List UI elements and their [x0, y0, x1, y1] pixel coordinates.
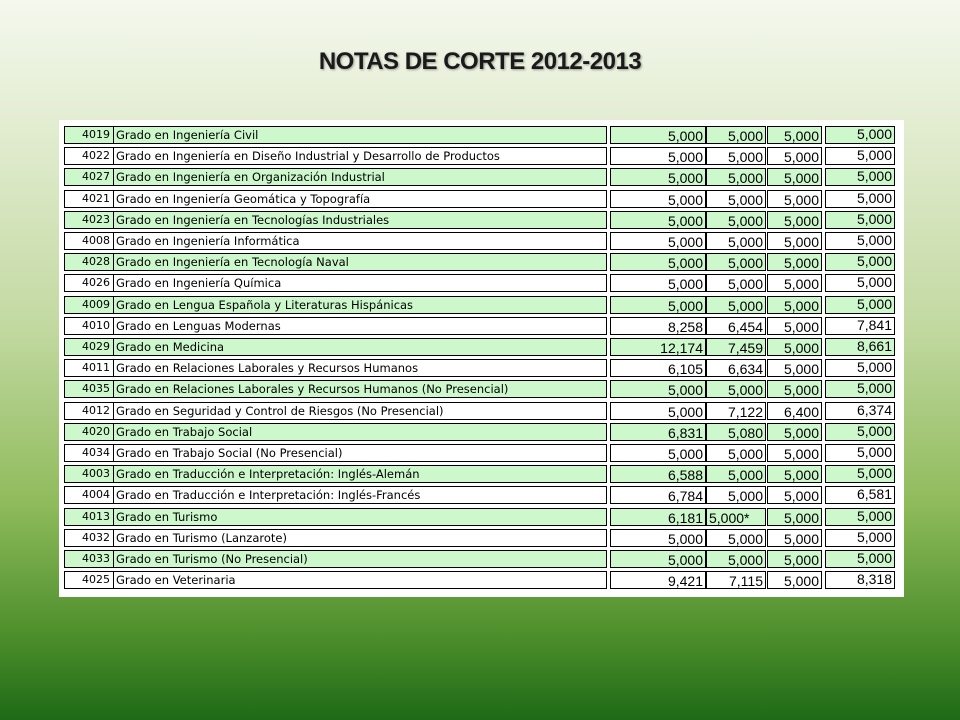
course-code: 4034 — [64, 444, 114, 462]
course-name: Grado en Traducción e Interpretación: Inglés-Francés — [113, 486, 607, 504]
grade-value-3: 5,000 — [767, 423, 822, 441]
course-code: 4025 — [64, 571, 114, 589]
course-code: 4023 — [64, 211, 114, 229]
grade-value-2: 5,000 — [706, 486, 766, 504]
grade-value-4: 5,000 — [825, 444, 895, 462]
course-code: 4019 — [64, 126, 114, 144]
course-code: 4035 — [64, 380, 114, 398]
grade-value-2: 5,000 — [706, 529, 766, 547]
course-name: Grado en Ingeniería en Tecnologías Industriales — [113, 211, 607, 229]
course-code: 4008 — [64, 232, 114, 250]
course-name: Grado en Trabajo Social — [113, 423, 607, 441]
course-code: 4022 — [64, 147, 114, 165]
grade-value-3: 5,000 — [767, 444, 822, 462]
grade-value-4: 5,000 — [825, 190, 895, 208]
grade-value-1: 12,174 — [610, 338, 706, 356]
grade-value-2: 7,122 — [706, 402, 766, 420]
table-row — [59, 358, 904, 379]
table-row — [59, 146, 904, 167]
course-code: 4029 — [64, 338, 114, 356]
grade-value-2: 6,634 — [706, 359, 766, 377]
course-code: 4004 — [64, 486, 114, 504]
course-name: Grado en Ingeniería Geomática y Topografía — [113, 190, 607, 208]
grade-value-1: 5,000 — [610, 168, 706, 186]
course-code: 4009 — [64, 296, 114, 314]
grade-value-3: 5,000 — [767, 380, 822, 398]
grade-value-4: 5,000 — [825, 550, 895, 568]
grade-value-2: 5,000 — [706, 232, 766, 250]
course-code: 4028 — [64, 253, 114, 271]
grade-value-1: 6,105 — [610, 359, 706, 377]
table-row — [59, 252, 904, 273]
grade-value-2: 5,000 — [706, 211, 766, 229]
course-name: Grado en Lenguas Modernas — [113, 317, 607, 335]
course-name: Grado en Ingeniería Química — [113, 274, 607, 292]
grade-value-3: 5,000 — [767, 168, 822, 186]
course-name: Grado en Ingeniería en Organización Industrial — [113, 168, 607, 186]
table-row — [59, 189, 904, 210]
grade-value-2: 5,000 — [706, 296, 766, 314]
grade-value-4: 5,000 — [825, 529, 895, 547]
grade-value-3: 5,000 — [767, 529, 822, 547]
grade-value-1: 6,784 — [610, 486, 706, 504]
grade-value-3: 5,000 — [767, 126, 822, 144]
grade-value-4: 5,000 — [825, 168, 895, 186]
grade-value-1: 8,258 — [610, 317, 706, 335]
grade-value-2: 5,000 — [706, 126, 766, 144]
course-name: Grado en Traducción e Interpretación: Inglés-Alemán — [113, 465, 607, 483]
grade-value-2: 5,000 — [706, 274, 766, 292]
table-row — [59, 295, 904, 316]
table-row — [59, 549, 904, 570]
grade-value-4: 5,000 — [825, 274, 895, 292]
table-row — [59, 273, 904, 294]
grade-value-1: 9,421 — [610, 571, 706, 589]
table-row — [59, 422, 904, 443]
grade-value-1: 5,000 — [610, 147, 706, 165]
course-code: 4010 — [64, 317, 114, 335]
table-row — [59, 401, 904, 422]
table-row — [59, 231, 904, 252]
course-code: 4013 — [64, 508, 114, 526]
grade-value-1: 5,000 — [610, 253, 706, 271]
grade-value-4: 5,000 — [825, 296, 895, 314]
grade-value-2: 5,080 — [706, 423, 766, 441]
grade-value-2: 7,459 — [706, 338, 766, 356]
course-name: Grado en Veterinaria — [113, 571, 607, 589]
table-row — [59, 379, 904, 400]
grade-value-3: 5,000 — [767, 274, 822, 292]
grade-value-4: 5,000 — [825, 359, 895, 377]
grade-value-1: 5,000 — [610, 550, 706, 568]
course-code: 4012 — [64, 402, 114, 420]
table-row — [59, 316, 904, 337]
grade-value-2: 6,454 — [706, 317, 766, 335]
grade-value-4: 8,318 — [825, 571, 895, 589]
course-name: Grado en Seguridad y Control de Riesgos (No Presencial) — [113, 402, 607, 420]
grade-value-4: 5,000 — [825, 126, 895, 144]
table-row — [59, 485, 904, 506]
table-row — [59, 167, 904, 188]
table-row — [59, 464, 904, 485]
grade-value-1: 5,000 — [610, 274, 706, 292]
course-name: Grado en Turismo — [113, 508, 607, 526]
grade-value-1: 6,181 — [610, 508, 706, 526]
grade-value-3: 5,000 — [767, 486, 822, 504]
course-code: 4003 — [64, 465, 114, 483]
grade-value-2: 5,000* — [706, 508, 766, 526]
course-code: 4033 — [64, 550, 114, 568]
grade-value-2: 5,000 — [706, 253, 766, 271]
course-name: Grado en Ingeniería en Diseño Industrial y Desarrollo de Productos — [113, 147, 607, 165]
grade-value-2: 5,000 — [706, 147, 766, 165]
grade-value-1: 6,831 — [610, 423, 706, 441]
grade-value-3: 5,000 — [767, 190, 822, 208]
grade-value-3: 5,000 — [767, 508, 822, 526]
course-name: Grado en Ingeniería en Tecnología Naval — [113, 253, 607, 271]
table-row — [59, 570, 904, 591]
grade-value-4: 8,661 — [825, 338, 895, 356]
grade-value-3: 5,000 — [767, 338, 822, 356]
grade-value-1: 5,000 — [610, 190, 706, 208]
grade-value-2: 5,000 — [706, 465, 766, 483]
grade-value-2: 7,115 — [706, 571, 766, 589]
grade-value-3: 6,400 — [767, 402, 822, 420]
grade-value-2: 5,000 — [706, 168, 766, 186]
grade-value-2: 5,000 — [706, 380, 766, 398]
grade-value-2: 5,000 — [706, 550, 766, 568]
grade-value-3: 5,000 — [767, 211, 822, 229]
grade-value-2: 5,000 — [706, 444, 766, 462]
course-code: 4027 — [64, 168, 114, 186]
course-name: Grado en Trabajo Social (No Presencial) — [113, 444, 607, 462]
grade-value-1: 5,000 — [610, 402, 706, 420]
grade-value-1: 5,000 — [610, 296, 706, 314]
grade-value-3: 5,000 — [767, 147, 822, 165]
grade-value-3: 5,000 — [767, 232, 822, 250]
course-name: Grado en Turismo (No Presencial) — [113, 550, 607, 568]
grade-value-4: 5,000 — [825, 253, 895, 271]
grade-value-4: 5,000 — [825, 508, 895, 526]
grade-value-1: 5,000 — [610, 529, 706, 547]
course-name: Grado en Medicina — [113, 338, 607, 356]
grade-value-4: 5,000 — [825, 380, 895, 398]
grade-value-3: 5,000 — [767, 571, 822, 589]
grade-value-3: 5,000 — [767, 359, 822, 377]
course-code: 4032 — [64, 529, 114, 547]
course-name: Grado en Ingeniería Informática — [113, 232, 607, 250]
grade-value-3: 5,000 — [767, 296, 822, 314]
table-row — [59, 528, 904, 549]
page-title: NOTAS DE CORTE 2012-2013 — [318, 48, 642, 75]
course-name: Grado en Lengua Española y Literaturas Hispánicas — [113, 296, 607, 314]
course-name: Grado en Relaciones Laborales y Recursos Humanos — [113, 359, 607, 377]
grade-value-3: 5,000 — [767, 550, 822, 568]
grade-value-3: 5,000 — [767, 465, 822, 483]
grade-value-4: 7,841 — [825, 317, 895, 335]
table-row — [59, 210, 904, 231]
grade-value-3: 5,000 — [767, 253, 822, 271]
grade-value-1: 5,000 — [610, 232, 706, 250]
grade-value-3: 5,000 — [767, 317, 822, 335]
table-row — [59, 443, 904, 464]
grade-value-4: 5,000 — [825, 423, 895, 441]
grade-value-1: 5,000 — [610, 444, 706, 462]
grade-value-4: 5,000 — [825, 211, 895, 229]
grade-value-2: 5,000 — [706, 190, 766, 208]
grades-table — [59, 120, 904, 597]
course-code: 4021 — [64, 190, 114, 208]
grade-value-4: 5,000 — [825, 147, 895, 165]
grade-value-1: 5,000 — [610, 211, 706, 229]
table-row — [59, 125, 904, 146]
table-row — [59, 507, 904, 528]
grade-value-4: 5,000 — [825, 232, 895, 250]
course-code: 4020 — [64, 423, 114, 441]
grade-value-1: 6,588 — [610, 465, 706, 483]
table-row — [59, 337, 904, 358]
grade-value-4: 5,000 — [825, 465, 895, 483]
course-name: Grado en Relaciones Laborales y Recursos Humanos (No Presencial) — [113, 380, 607, 398]
course-name: Grado en Turismo (Lanzarote) — [113, 529, 607, 547]
grade-value-4: 6,581 — [825, 486, 895, 504]
grade-value-1: 5,000 — [610, 380, 706, 398]
course-code: 4026 — [64, 274, 114, 292]
grade-value-4: 6,374 — [825, 402, 895, 420]
course-name: Grado en Ingeniería Civil — [113, 126, 607, 144]
course-code: 4011 — [64, 359, 114, 377]
grade-value-1: 5,000 — [610, 126, 706, 144]
